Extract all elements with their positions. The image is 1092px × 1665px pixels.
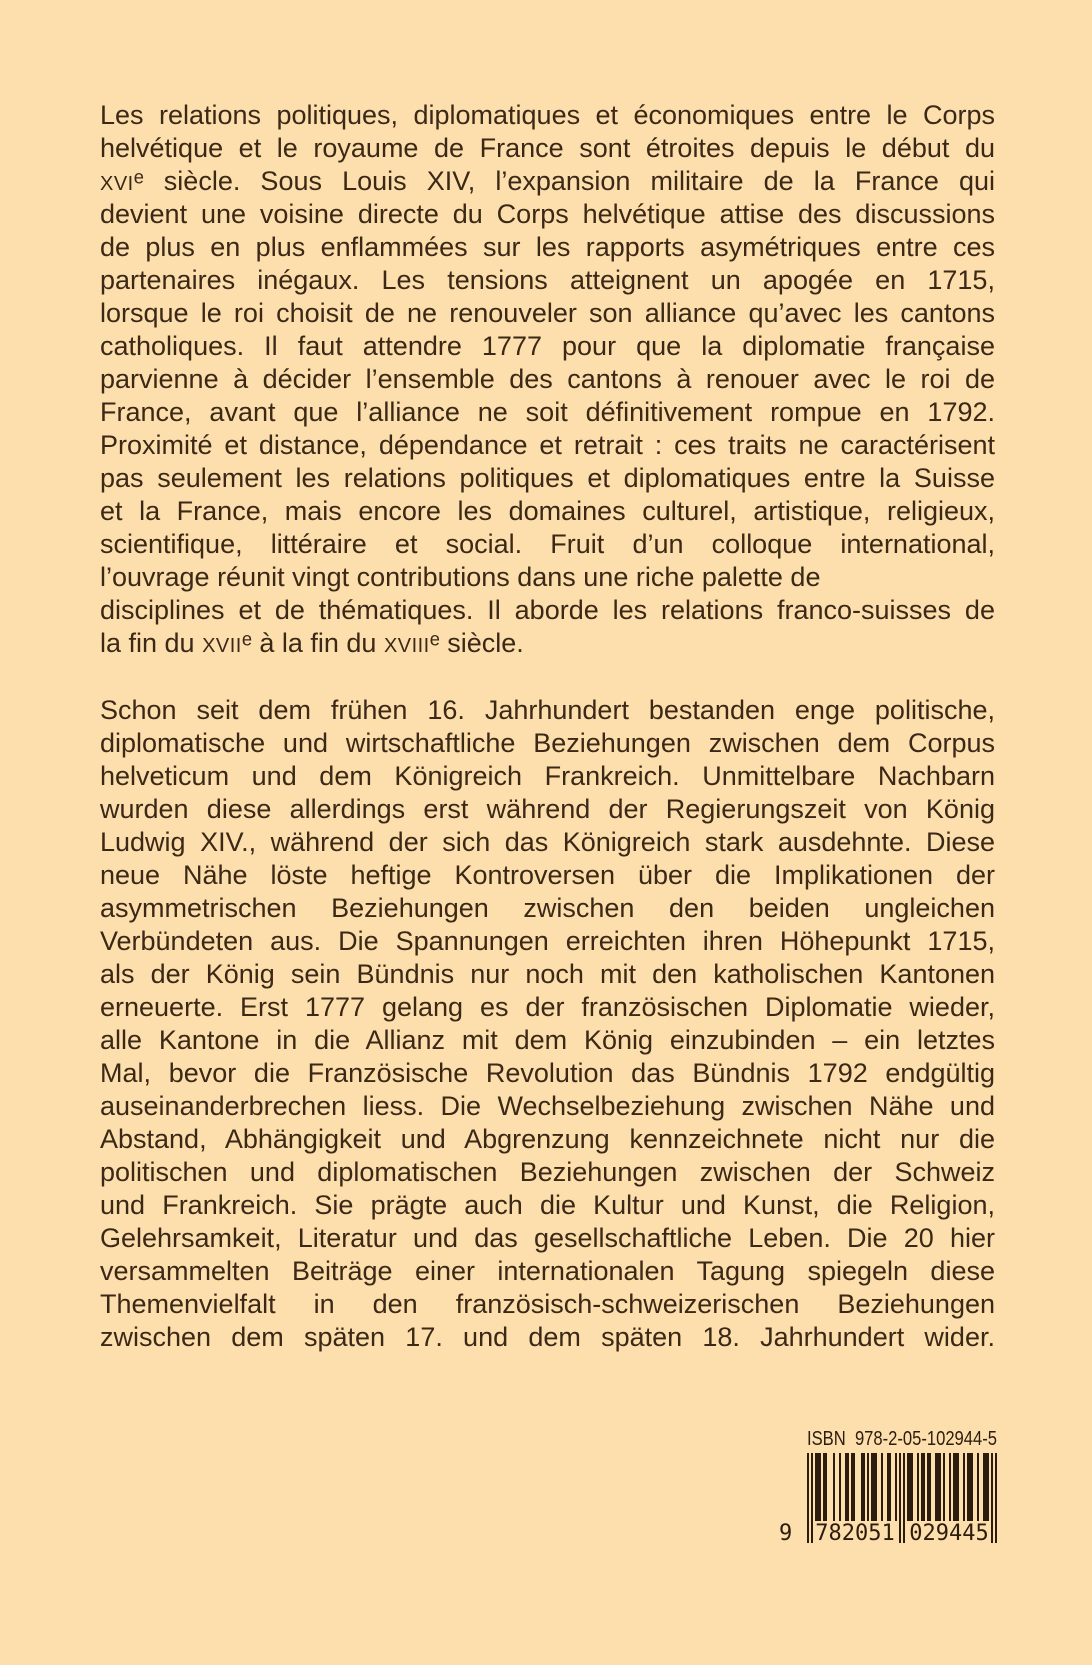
text-line [100,727,995,760]
text-line [100,1156,995,1189]
text-line-content: diplomatische und wirtschaftliche Beziehungen zwischen dem Corpus [100,728,995,758]
text-line [100,1189,995,1222]
text-line [100,1321,995,1354]
text-line [100,826,995,859]
text-line-content: politischen und diplomatischen Beziehungen zwischen der Schweiz [100,1157,996,1187]
text-line-content: Schon seit dem frühen 16. Jahrhundert bestanden enge politische, [100,695,995,725]
text-line [100,363,995,396]
blurb-french [100,99,995,660]
text-line-content: als der König sein Bündnis nur noch mit den katholischen Kantonen [100,959,996,989]
isbn-label [807,1428,997,1450]
text-line-content: pas seulement les relations politiques et diplomatiques entre la Suisse [100,463,995,493]
text-line [100,330,995,363]
blurb-text-block [100,99,995,1354]
text-line-content: helveticum und dem Königreich Frankreich. Unmittelbare Nachbarn [100,761,995,791]
text-line [100,1057,995,1090]
text-line [100,694,995,727]
text-line [100,1024,995,1057]
text-line-content: la fin du XVIIᵉ à la fin du XVIIIᵉ siècle. [100,628,524,658]
ean-digit-group: 9 [779,1521,793,1546]
text-line [100,760,995,793]
text-line-content: l’ouvrage réunit vingt contributions dans une riche palette de [100,562,821,592]
text-line [100,198,995,231]
text-line-content: Themenvielfalt in den französisch-schweizerischen Beziehungen [100,1289,995,1319]
text-line-content: partenaires inégaux. Les tensions atteignent un apogée en 1715, [100,265,995,295]
text-line [100,892,995,925]
text-line-content: Les relations politiques, diplomatiques et économiques entre le Corps [100,100,995,130]
text-line [100,925,995,958]
ean-digit-group: 029445 [907,1521,991,1547]
text-line [100,495,995,528]
text-line [100,594,995,627]
blurb-german [100,694,995,1354]
text-line [100,991,995,1024]
text-line-content: alle Kantone in die Allianz mit dem König einzubinden – ein letztes [100,1025,996,1055]
text-line-content: lorsque le roi choisit de ne renouveler son alliance qu’avec les cantons [100,298,995,328]
isbn-block [779,1428,997,1548]
text-line-content: Abstand, Abhängigkeit und Abgrenzung kennzeichnete nicht nur die [100,1124,995,1154]
text-line [100,99,995,132]
text-line [100,561,995,594]
isbn-label-text: ISBN 978-2-05-102944-5 [807,1428,997,1450]
text-line-content: versammelten Beiträge einer internationalen Tagung spiegeln diese [100,1256,995,1286]
text-line-content: erneuerte. Erst 1777 gelang es der französischen Diplomatie wieder, [100,992,995,1022]
text-line-content: neue Nähe löste heftige Kontroversen über die Implikationen der [100,860,996,890]
text-line-content: devient une voisine directe du Corps helvétique attise des discussions [100,199,995,229]
text-line [100,859,995,892]
text-line [100,958,995,991]
text-line-content: zwischen dem späten 17. und dem späten 18. Jahrhundert wider. [100,1322,995,1352]
text-line-content: auseinanderbrechen liess. Die Wechselbeziehung zwischen Nähe und [100,1091,995,1121]
text-line [100,1123,995,1156]
text-line-content: Mal, bevor die Französische Revolution das Bündnis 1792 endgültig [100,1058,996,1088]
text-line-content: France, avant que l’alliance ne soit définitivement rompue en 1792. [100,397,995,427]
text-line-content: asymmetrischen Beziehungen zwischen den beiden ungleichen [100,893,995,923]
text-line [100,793,995,826]
text-line-content: scientifique, littéraire et social. Fruit d’un colloque international, [100,529,996,559]
text-line [100,297,995,330]
text-line-content: und Frankreich. Sie prägte auch die Kultur und Kunst, die Religion, [100,1190,995,1220]
text-line [100,1090,995,1123]
text-line-content: parvienne à décider l’ensemble des cantons à renouer avec le roi de [100,364,996,394]
text-line [100,165,995,198]
text-line [100,627,995,660]
text-line [100,231,995,264]
text-line [100,528,995,561]
ean13-barcode [779,1453,997,1548]
text-line-content: Proximité et distance, dépendance et retrait : ces traits ne caractérisent [100,430,996,460]
text-line [100,132,995,165]
text-line-content: wurden diese allerdings erst während der Regierungszeit von König [100,794,995,824]
text-line-content: et la France, mais encore les domaines culturel, artistique, religieux, [100,496,996,526]
text-line [100,264,995,297]
text-line-content: helvétique et le royaume de France sont étroites depuis le début du [100,133,995,163]
barcode-bar [995,1453,997,1543]
text-line [100,1222,995,1255]
text-line [100,396,995,429]
text-line-content: Ludwig XIV., während der sich das Königreich stark ausdehnte. Diese [100,827,995,857]
text-line-content: Gelehrsamkeit, Literatur und das gesellschaftliche Leben. Die 20 hier [100,1223,995,1253]
text-line-content: Verbündeten aus. Die Spannungen erreichten ihren Höhepunkt 1715, [100,926,995,956]
text-line-content: XVIᵉ siècle. Sous Louis XIV, l’expansion militaire de la France qui [100,166,996,196]
text-line [100,462,995,495]
text-line-content: disciplines et de thématiques. Il aborde les relations franco-suisses de [100,595,995,625]
text-line-content: de plus en plus enflammées sur les rapports asymétriques entre ces [100,232,995,262]
text-line-content: catholiques. Il faut attendre 1777 pour que la diplomatie française [100,331,995,361]
text-line [100,429,995,462]
text-line [100,1255,995,1288]
text-line [100,1288,995,1321]
ean-digit-group: 782051 [813,1521,897,1547]
